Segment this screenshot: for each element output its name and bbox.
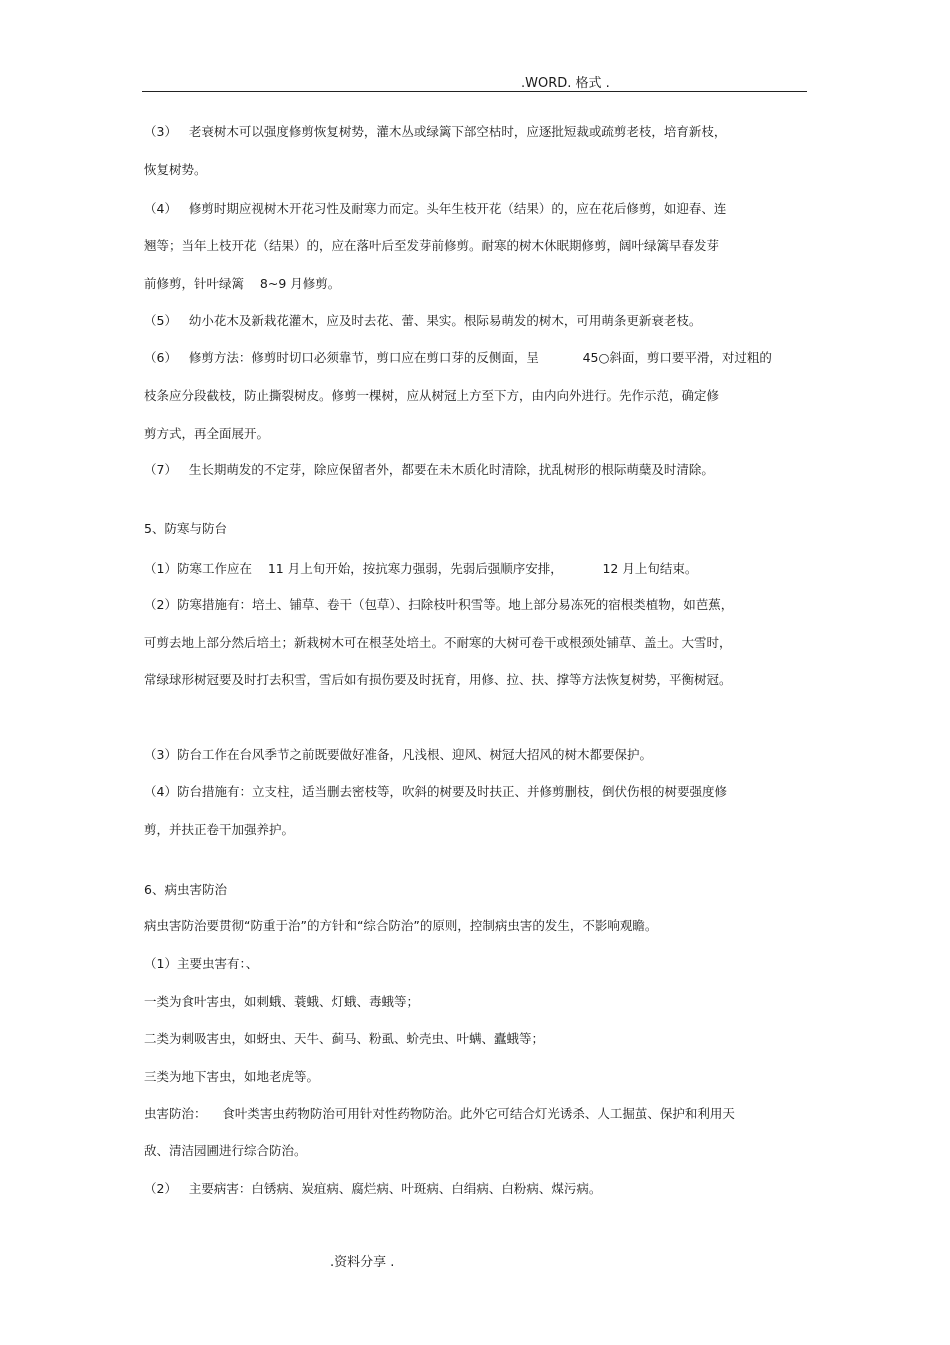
text-line: （2） 主要病害：白锈病、炭疽病、腐烂病、叶斑病、白绢病、白粉病、煤污病。	[144, 1181, 602, 1196]
text-line: 敌、清洁园圃进行综合防治。	[144, 1143, 307, 1158]
text-line: 枝条应分段截枝，防止撕裂树皮。修剪一棵树，应从树冠上方至下方，由内向外进行。先作示范，确定修	[144, 388, 720, 403]
text-line: 翘等；当年上枝开花（结果）的，应在落叶后至发芽前修剪。耐寒的树木休眠期修剪，阔叶绿篱早春发芽	[144, 238, 720, 253]
text-line: 虫害防治： 食叶类害虫药物防治可用针对性药物防治。此外它可结合灯光诱杀、人工掘茧、保护和利用天	[144, 1106, 735, 1121]
text-line: 恢复树势。	[144, 162, 207, 177]
text-line: （4） 修剪时期应视树木开花习性及耐寒力而定。头年生枝开花（结果）的，应在花后修剪，如迎春、连	[144, 201, 727, 216]
text-line: （7） 生长期萌发的不定芽，除应保留者外，都要在未木质化时清除，扰乱树形的根际萌蘖及时清除。	[144, 462, 714, 477]
text-line: （5） 幼小花木及新栽花灌木，应及时去花、蕾、果实。根际易萌发的树木，可用萌条更新衰老枝。	[144, 313, 702, 328]
text-line: （1）主要虫害有：、	[144, 956, 259, 971]
text-line: 前修剪，针叶绿篱 8~9 月修剪。	[144, 276, 341, 291]
text-line: 常绿球形树冠要及时打去积雪，雪后如有损伤要及时抚育，用修、拉、扶、撑等方法恢复树势，平衡树冠。	[144, 672, 732, 687]
text-line: 可剪去地上部分然后培土；新栽树木可在根茎处培土。不耐寒的大树可卷干或根颈处铺草、盖土。大雪时，	[144, 635, 732, 650]
text-line: 三类为地下害虫，如地老虎等。	[144, 1069, 320, 1084]
header-divider	[142, 91, 807, 92]
text-line: （4）防台措施有：立支柱，适当删去密枝等，吹斜的树要及时扶正、并修剪删枝，倒伏伤根的树要强度修	[144, 784, 727, 799]
section-heading: 6、病虫害防治	[144, 882, 227, 897]
text-line: 一类为食叶害虫，如刺蛾、蓑蛾、灯蛾、毒蛾等；	[144, 994, 420, 1009]
text-line: （2）防寒措施有：培土、铺草、卷干（包草）、扫除枝叶积雪等。地上部分易冻死的宿根类植物，如芭蕉，	[144, 597, 734, 612]
text-line: （6） 修剪方法：修剪时切口必须靠节，剪口应在剪口芽的反侧面，呈 45○斜面，剪口要平滑，对过粗的	[144, 350, 772, 365]
page-footer: .资料分享 .	[330, 1255, 395, 1270]
text-line: 剪方式，再全面展开。	[144, 426, 270, 441]
text-line: （3） 老衰树木可以强度修剪恢复树势，灌木丛或绿篱下部空枯时，应逐批短裁或疏剪老枝，培育新枝，	[144, 124, 727, 139]
text-line: 二类为刺吸害虫，如蚜虫、天牛、蓟马、粉虱、蚧壳虫、叶螨、蠹蛾等；	[144, 1031, 545, 1046]
text-line: 病虫害防治要贯彻“防重于治”的方针和“综合防治”的原则，控制病虫害的发生，不影响观瞻。	[144, 918, 658, 933]
section-heading: 5、防寒与防台	[144, 521, 227, 536]
text-line: （1）防寒工作应在 11 月上旬开始，按抗寒力强弱，先弱后强顺序安排， 12 月上旬结束。	[144, 561, 698, 576]
text-line: 剪，并扶正卷干加强养护。	[144, 822, 295, 837]
text-line: （3）防台工作在台风季节之前既要做好准备，凡浅根、迎风、树冠大招风的树木都要保护。	[144, 747, 652, 762]
header-text: .WORD. 格式 .	[521, 76, 610, 91]
